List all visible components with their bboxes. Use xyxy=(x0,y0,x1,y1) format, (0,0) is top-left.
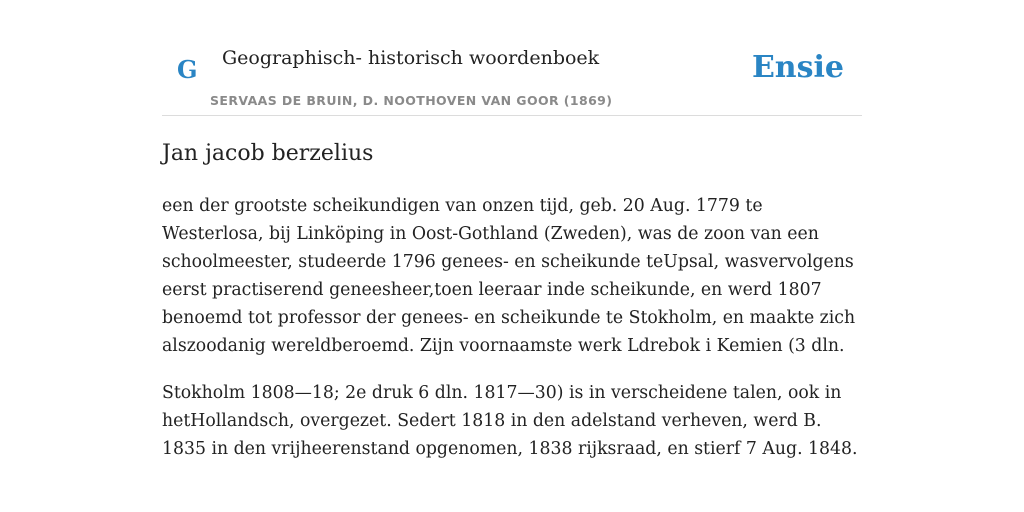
book-header xyxy=(162,0,862,116)
entry-paragraph: een der grootste scheikundigen van onzen tijd, geb. 20 Aug. 1779 te Westerlosa, bij Linköping in Oost-Gothland (Zweden), was de zoon van een schoolmeester, studeerde 1796 genees- en scheikunde teUpsal, wasvervolgens eerst practiserend geneesheer,toen leeraar inde scheikunde, en werd 1807 benoemd tot professor der genees- en scheikunde te Stokholm, en maakte zich alszoodanig wereldberoemd. Zijn voornaamste werk Ldrebok i Kemien (3 dln. xyxy=(162,196,856,356)
entry-body xyxy=(162,192,867,482)
book-authors: SERVAAS DE BRUIN, D. NOOTHOVEN VAN GOOR (1869) xyxy=(210,93,613,108)
ensie-logo[interactable]: Ensie xyxy=(751,50,844,85)
entry-paragraph: Stokholm 1808—18; 2e druk 6 dln. 1817—30) is in verscheidene talen, ook in hetHollandsch, overgezet. Sedert 1818 in den adelstand verheven, werd B. 1835 in den vrijheerenstand opgenomen, 1838 rijksraad, en stierf 7 Aug. 1848. xyxy=(162,383,858,459)
book-letter-badge[interactable]: G xyxy=(177,55,198,84)
book-title[interactable]: Geographisch- historisch woordenboek xyxy=(222,47,600,69)
entry-title: Jan jacob berzelius xyxy=(162,141,374,166)
entry-card xyxy=(162,0,862,512)
